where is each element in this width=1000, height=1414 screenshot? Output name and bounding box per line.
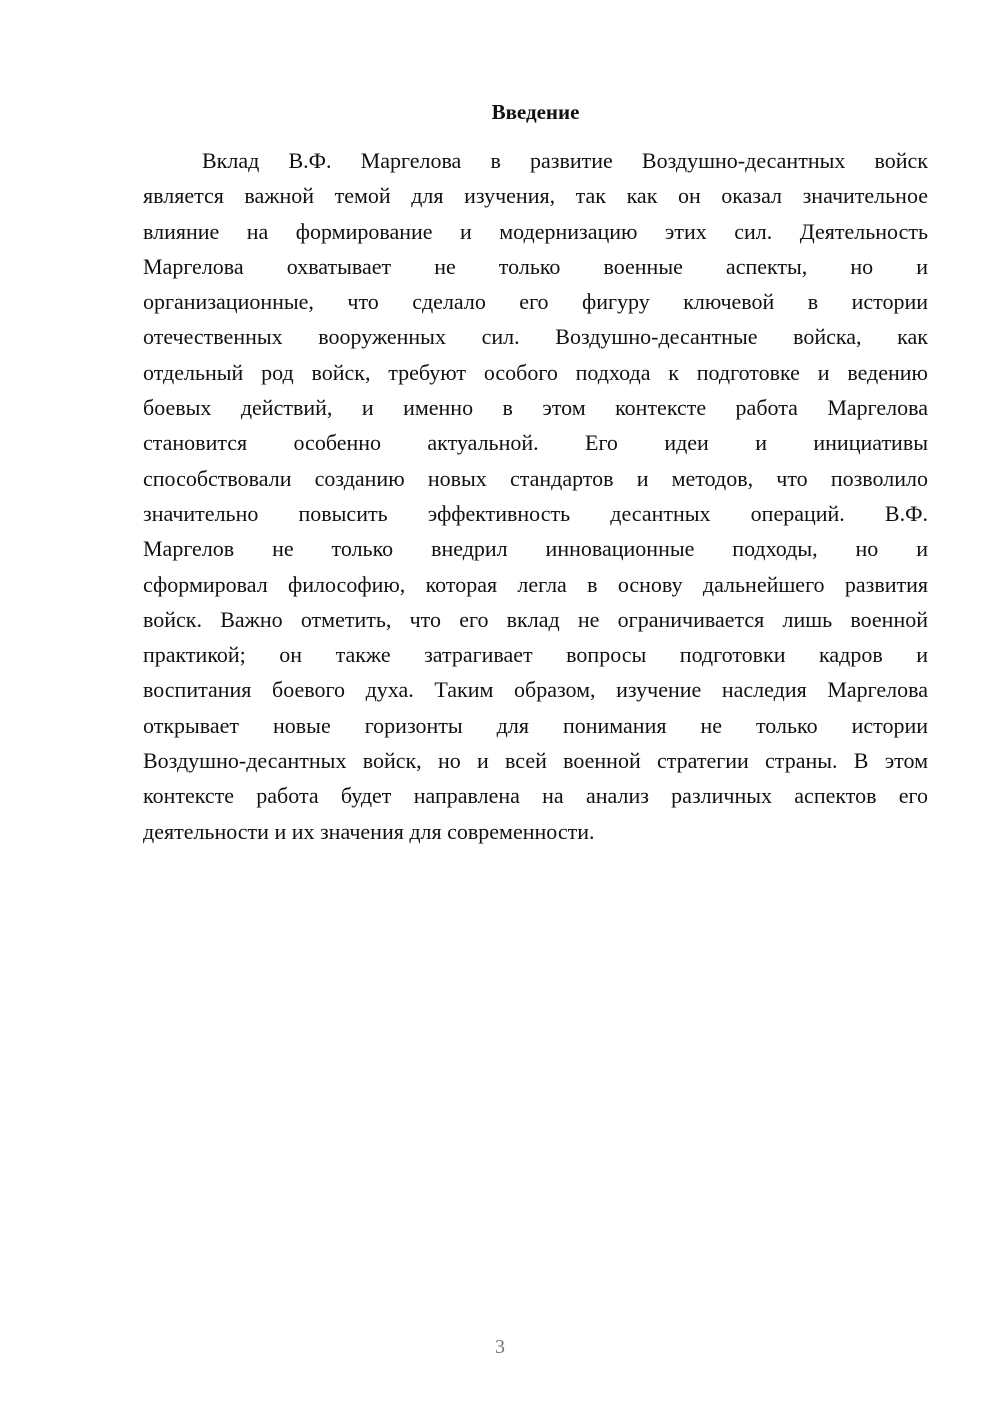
paragraph-line: контексте работа будет направлена на анализ различных аспектов его bbox=[143, 783, 928, 809]
paragraph-line: является важной темой для изучения, так как он оказал значительное bbox=[143, 183, 928, 209]
paragraph-line: Маргелов не только внедрил инновационные подходы, но и bbox=[143, 536, 928, 562]
paragraph-line: способствовали созданию новых стандартов и методов, что позволило bbox=[143, 465, 928, 491]
paragraph-line: воспитания боевого духа. Таким образом, изучение наследия Маргелова bbox=[143, 677, 928, 703]
paragraph-line: Вклад В.Ф. Маргелова в развитие Воздушно-десантных войск bbox=[202, 148, 928, 173]
body-paragraph bbox=[143, 143, 928, 849]
paragraph-line: практикой; он также затрагивает вопросы подготовки кадров и bbox=[143, 642, 928, 668]
paragraph-line: боевых действий, и именно в этом контексте работа Маргелова bbox=[143, 395, 928, 421]
paragraph-line: отечественных вооруженных сил. Воздушно-десантные войска, как bbox=[143, 324, 928, 350]
paragraph-line: Воздушно-десантных войск, но и всей военной стратегии страны. В этом bbox=[143, 748, 928, 774]
paragraph-line: открывает новые горизонты для понимания не только истории bbox=[143, 712, 928, 738]
paragraph-line: становится особенно актуальной. Его идеи и инициативы bbox=[143, 430, 928, 456]
paragraph-line: сформировал философию, которая легла в основу дальнейшего развития bbox=[143, 571, 928, 597]
paragraph-line: организационные, что сделало его фигуру ключевой в истории bbox=[143, 289, 928, 315]
section-heading: Введение bbox=[491, 100, 580, 124]
paragraph-line: войск. Важно отметить, что его вклад не ограничивается лишь военной bbox=[143, 606, 928, 632]
paragraph-line: отдельный род войск, требуют особого подхода к подготовке и ведению bbox=[143, 359, 928, 385]
paragraph-line: Маргелова охватывает не только военные аспекты, но и bbox=[143, 253, 928, 279]
paragraph-line: влияние на формирование и модернизацию этих сил. Деятельность bbox=[143, 218, 928, 244]
page-number: 3 bbox=[495, 1336, 505, 1358]
paragraph-line: деятельности и их значения для современности. bbox=[143, 818, 595, 844]
paragraph-line: значительно повысить эффективность десантных операций. В.Ф. bbox=[143, 500, 928, 526]
